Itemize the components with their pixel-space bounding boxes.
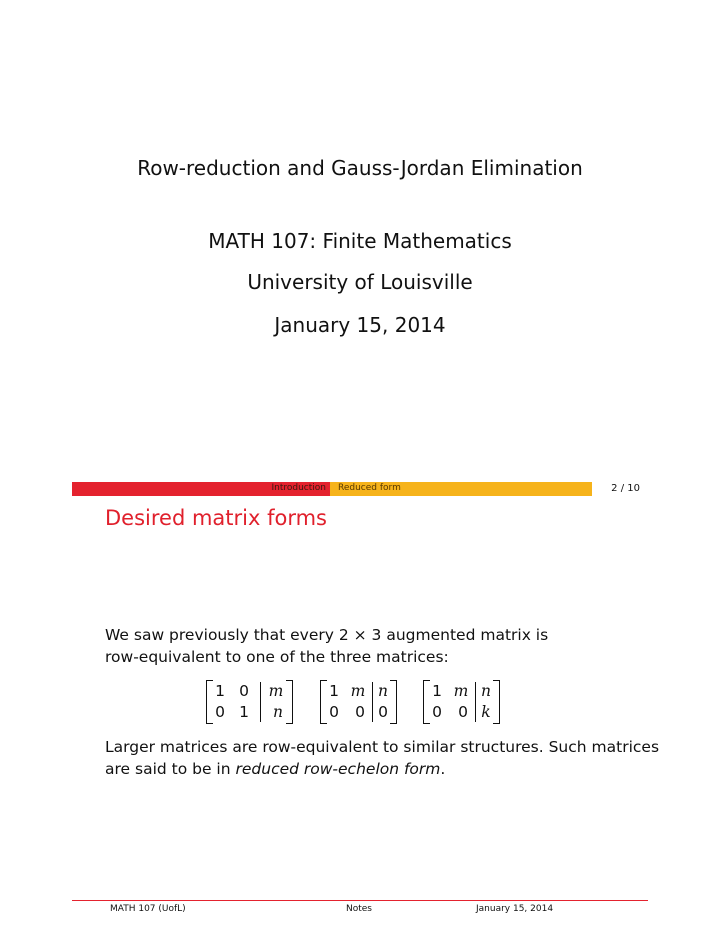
matrix-cell: k [481, 703, 491, 721]
footer-author: MATH 107 (UofL) [110, 904, 186, 914]
course-name: MATH 107: Finite Mathematics [208, 229, 512, 253]
matrix-cell: m [453, 682, 469, 700]
navbar-left-segment [72, 482, 330, 496]
intro-line-2: row-equivalent to one of the three matrices: [105, 648, 449, 666]
matrix-cell: n [273, 703, 283, 721]
conclusion-suffix: . [440, 760, 446, 778]
augment-bar [475, 682, 476, 722]
matrix-cell: 1 [329, 682, 339, 700]
augment-bar [260, 682, 261, 722]
right-bracket [493, 680, 500, 724]
matrix-2 [320, 680, 402, 724]
matrix-cell: 0 [378, 703, 388, 721]
matrix-cell: m [268, 682, 284, 700]
page-number: 2 / 10 [611, 483, 640, 494]
matrix-cell: 0 [458, 703, 468, 721]
section-navbar [72, 482, 592, 496]
presentation-title: Row-reduction and Gauss-Jordan Elimination [137, 156, 583, 180]
matrix-cell: 0 [329, 703, 339, 721]
matrix-cell: 0 [355, 703, 365, 721]
augment-bar [372, 682, 373, 722]
matrix-cell: 0 [239, 682, 249, 700]
nav-link-introduction[interactable]: Introduction [271, 483, 326, 493]
matrix-cell: m [350, 682, 366, 700]
conclusion-line-2 [105, 758, 665, 780]
emphasized-term: reduced row-echelon form [235, 760, 441, 778]
matrix-row [0, 680, 720, 726]
footer-date: January 15, 2014 [476, 904, 554, 914]
frame-title: Desired matrix forms [105, 506, 327, 530]
conclusion-line-1: Larger matrices are row-equivalent to similar structures. Such matrices [105, 738, 660, 756]
conclusion-paragraph [105, 736, 665, 780]
presentation-date: January 15, 2014 [274, 313, 446, 337]
matrix-cell: 1 [215, 682, 225, 700]
footer-title: Notes [346, 904, 372, 914]
matrix-cell: 1 [432, 682, 442, 700]
intro-paragraph [105, 624, 665, 668]
right-bracket [286, 680, 293, 724]
matrix-cell: 0 [215, 703, 225, 721]
university-name: University of Louisville [247, 270, 473, 294]
matrix-3 [423, 680, 505, 724]
matrix-cell: n [378, 682, 388, 700]
matrix-cell: 0 [432, 703, 442, 721]
matrix-cell: n [481, 682, 491, 700]
conclusion-prefix: are said to be in [105, 760, 236, 778]
matrix-cell: 1 [239, 703, 249, 721]
navbar-right-segment [330, 482, 592, 496]
matrix-1 [206, 680, 298, 724]
intro-line-1: We saw previously that every 2 × 3 augmented matrix is [105, 626, 549, 644]
nav-link-reduced-form[interactable]: Reduced form [338, 483, 401, 493]
footer-divider [72, 900, 648, 901]
right-bracket [390, 680, 397, 724]
